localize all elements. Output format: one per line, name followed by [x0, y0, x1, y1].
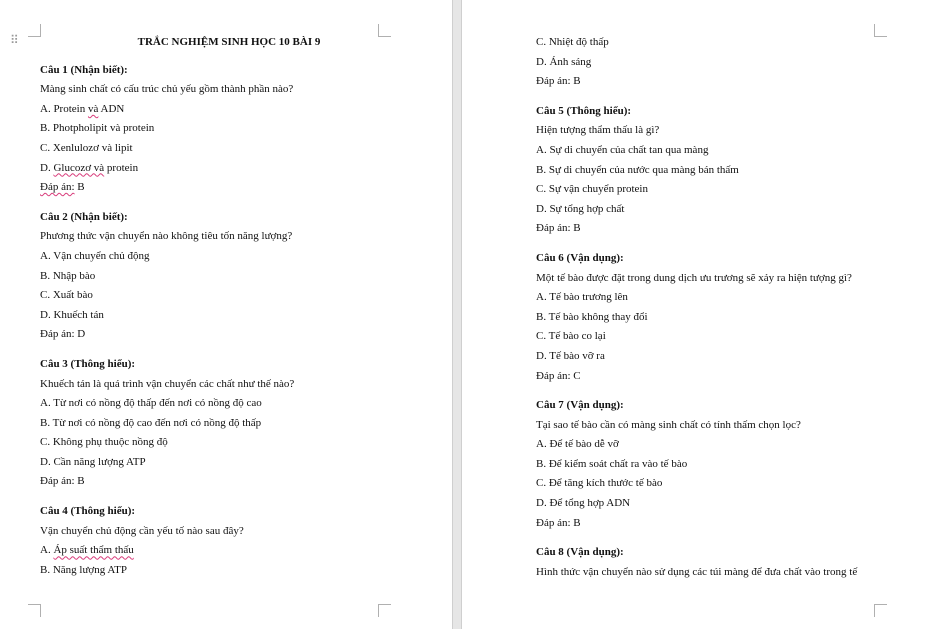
- question-heading: Câu 2 (Nhận biết):: [40, 210, 128, 223]
- spellcheck-flagged-word[interactable]: Glucozơ và: [53, 161, 105, 174]
- option-a: A. Từ nơi có nồng độ thấp đến nơi có nồng độ cao: [40, 397, 262, 410]
- page-left-body: [40, 33, 400, 580]
- question-heading: Câu 4 (Thông hiểu):: [40, 505, 136, 518]
- question-text: Hình thức vận chuyển nào sử dụng các túi màng để đưa chất vào trong tế: [536, 565, 858, 578]
- answer-line: Đáp án: B: [536, 75, 581, 88]
- option-c: C. Để tăng kích thước tế bào: [536, 477, 663, 490]
- answer-line: [40, 178, 400, 198]
- question-heading: Câu 1 (Nhận biết):: [40, 63, 128, 76]
- option-a: A. Tế bào trương lên: [536, 291, 628, 304]
- option-b: B. Nhập bào: [40, 269, 96, 282]
- spellcheck-flagged-word[interactable]: Đáp án:: [40, 181, 75, 194]
- question-text: Tại sao tế bào cần có màng sinh chất có tính thấm chọn lọc?: [536, 418, 801, 431]
- option-text: A. Protein: [40, 102, 88, 115]
- question-text: Màng sinh chất có cấu trúc chủ yếu gồm thành phần nào?: [40, 83, 294, 96]
- option-c: C. Tế bào co lại: [536, 330, 606, 343]
- option-c: C. Xuất bào: [40, 289, 93, 302]
- answer-text: B: [74, 181, 85, 194]
- document-page-left[interactable]: [0, 0, 452, 629]
- option-d: D. Cần năng lượng ATP: [40, 455, 146, 468]
- page-right-body: [536, 33, 906, 582]
- page-corner-mark: [874, 604, 887, 617]
- answer-line: Đáp án: B: [536, 516, 581, 529]
- question-heading: Câu 8 (Vận dụng):: [536, 546, 624, 559]
- option-b: B. Từ nơi có nồng độ cao đến nơi có nồng độ thấp: [40, 416, 262, 429]
- spellcheck-flagged-word[interactable]: Áp suất thẩm thấu: [53, 544, 134, 557]
- answer-line: Đáp án: B: [40, 475, 85, 488]
- question-heading: Câu 5 (Thông hiểu):: [536, 104, 632, 117]
- question-heading: Câu 7 (Vận dụng):: [536, 399, 624, 412]
- option-a: A. Để tế bào dễ vỡ: [536, 438, 619, 451]
- option-c: C. Không phụ thuộc nồng độ: [40, 436, 168, 449]
- question-heading: Câu 6 (Vận dụng):: [536, 251, 624, 264]
- option-c: C. Sự vận chuyển protein: [536, 183, 648, 196]
- option-d: D. Sự tổng hợp chất: [536, 202, 625, 215]
- option-a: A. Vận chuyển chủ động: [40, 249, 150, 262]
- answer-line: Đáp án: B: [536, 222, 581, 235]
- document-title: TRẮC NGHIỆM SINH HỌC 10 BÀI 9: [137, 36, 321, 48]
- option-a: A. Sự di chuyển của chất tan qua màng: [536, 143, 709, 156]
- option-d: D. Ánh sáng: [536, 55, 592, 68]
- answer-line: Đáp án: D: [40, 328, 86, 341]
- option-a: [40, 541, 400, 561]
- question-text: Một tế bào được đặt trong dung dịch ưu trương sẽ xảy ra hiện tượng gì?: [536, 271, 852, 284]
- option-b: B. Năng lượng ATP: [40, 563, 127, 576]
- question-text: Hiện tượng thẩm thấu là gì?: [536, 124, 660, 137]
- option-b: B. Để kiểm soát chất ra vào tế bào: [536, 457, 688, 470]
- option-d: [40, 159, 400, 179]
- grip-dots-icon[interactable]: ⠿: [10, 33, 20, 47]
- option-d: D. Khuếch tán: [40, 308, 104, 321]
- question-heading: Câu 3 (Thông hiểu):: [40, 357, 136, 370]
- option-b: B. Photpholipit và protein: [40, 122, 155, 135]
- option-b: B. Tế bào không thay đổi: [536, 310, 648, 323]
- option-d: D. Tế bào vỡ ra: [536, 349, 605, 362]
- option-text: D.: [40, 161, 54, 174]
- question-text: Vận chuyển chủ động cần yếu tố nào sau đây?: [40, 524, 244, 537]
- option-c: C. Nhiệt độ thấp: [536, 36, 609, 48]
- option-text: protein: [104, 161, 139, 174]
- page-corner-mark: [28, 604, 41, 617]
- spellcheck-flagged-word[interactable]: và: [87, 102, 99, 115]
- page-gap: [452, 0, 462, 629]
- option-c: C. Xenlulozơ và lipit: [40, 141, 133, 154]
- option-a: [40, 100, 400, 120]
- document-page-right[interactable]: [462, 0, 925, 629]
- question-text: Phương thức vận chuyển nào không tiêu tốn năng lượng?: [40, 230, 293, 243]
- option-d: D. Để tổng hợp ADN: [536, 497, 631, 510]
- page-corner-mark: [378, 604, 391, 617]
- answer-line: Đáp án: C: [536, 369, 581, 382]
- option-b: B. Sự di chuyển của nước qua màng bán thấm: [536, 163, 739, 176]
- question-text: Khuếch tán là quá trình vận chuyển các chất như thế nào?: [40, 377, 295, 390]
- option-text: ADN: [98, 102, 125, 115]
- option-text: A.: [40, 544, 54, 557]
